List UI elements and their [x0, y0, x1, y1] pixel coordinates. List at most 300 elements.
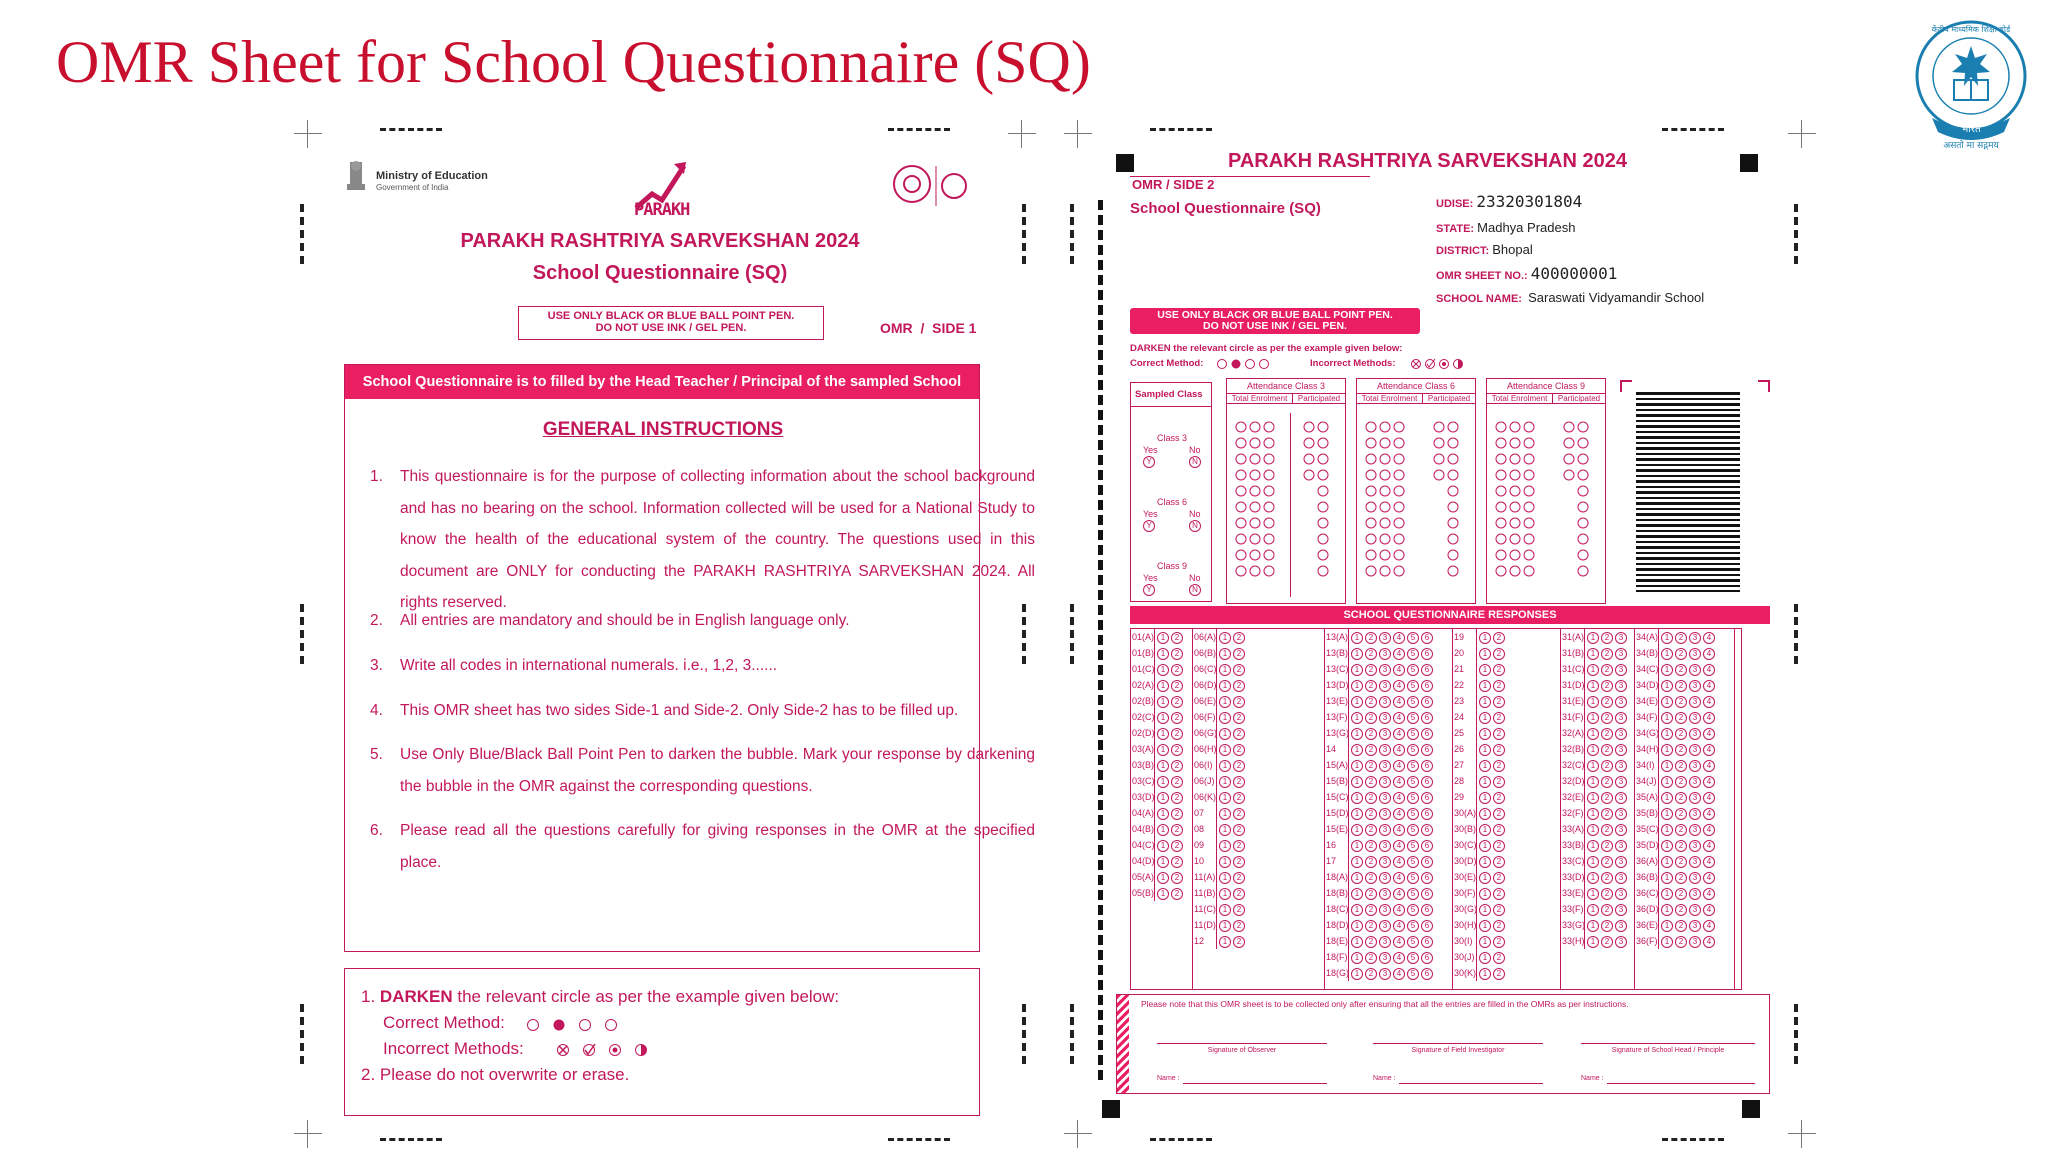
response-row[interactable] — [1561, 741, 1634, 757]
answer-bubble[interactable]: 6 — [1421, 680, 1433, 692]
answer-bubble[interactable]: 3 — [1615, 856, 1627, 868]
answer-bubble[interactable]: 3 — [1379, 744, 1391, 756]
answer-bubble[interactable]: 1 — [1479, 856, 1491, 868]
answer-bubble[interactable]: 2 — [1601, 856, 1613, 868]
answer-bubble[interactable]: 1 — [1479, 760, 1491, 772]
answer-bubble[interactable]: 1 — [1219, 632, 1231, 644]
answer-bubble[interactable]: 4 — [1393, 936, 1405, 948]
response-row[interactable] — [1131, 789, 1192, 805]
answer-bubble[interactable]: 3 — [1379, 808, 1391, 820]
answer-bubble[interactable]: 2 — [1365, 696, 1377, 708]
answer-bubble[interactable]: 3 — [1615, 776, 1627, 788]
response-row[interactable] — [1635, 709, 1734, 725]
answer-bubble[interactable]: 3 — [1379, 936, 1391, 948]
answer-bubble[interactable]: 1 — [1587, 680, 1599, 692]
answer-bubble[interactable]: 2 — [1493, 808, 1505, 820]
response-row[interactable] — [1453, 917, 1560, 933]
response-row[interactable] — [1635, 885, 1734, 901]
response-row[interactable] — [1325, 741, 1452, 757]
answer-bubble[interactable]: 2 — [1365, 840, 1377, 852]
answer-bubble[interactable]: 2 — [1233, 632, 1245, 644]
answer-bubble[interactable]: 4 — [1703, 632, 1715, 644]
answer-bubble[interactable]: 6 — [1421, 728, 1433, 740]
response-row[interactable] — [1193, 661, 1324, 677]
response-row[interactable] — [1561, 821, 1634, 837]
response-row[interactable] — [1635, 853, 1734, 869]
response-row[interactable] — [1325, 949, 1452, 965]
answer-bubble[interactable]: 4 — [1703, 888, 1715, 900]
answer-bubble[interactable]: 2 — [1171, 664, 1183, 676]
answer-bubble[interactable]: 1 — [1661, 744, 1673, 756]
response-row[interactable] — [1635, 917, 1734, 933]
answer-bubble[interactable]: 1 — [1351, 968, 1363, 980]
answer-bubble[interactable]: 6 — [1421, 776, 1433, 788]
answer-bubble[interactable]: 3 — [1615, 712, 1627, 724]
answer-bubble[interactable]: 1 — [1661, 920, 1673, 932]
answer-bubble[interactable]: 3 — [1615, 664, 1627, 676]
answer-bubble[interactable]: 1 — [1351, 648, 1363, 660]
answer-bubble[interactable]: 1 — [1157, 856, 1169, 868]
answer-bubble[interactable]: 1 — [1587, 760, 1599, 772]
answer-bubble[interactable]: 5 — [1407, 664, 1419, 676]
answer-bubble[interactable]: 2 — [1675, 936, 1687, 948]
answer-bubble[interactable]: 2 — [1233, 664, 1245, 676]
answer-bubble[interactable]: 3 — [1379, 920, 1391, 932]
response-row[interactable] — [1325, 789, 1452, 805]
answer-bubble[interactable]: 2 — [1601, 888, 1613, 900]
answer-bubble[interactable]: 2 — [1233, 936, 1245, 948]
participated-bubbles[interactable] — [1557, 413, 1603, 597]
answer-bubble[interactable]: 4 — [1703, 920, 1715, 932]
answer-bubble[interactable]: 3 — [1615, 680, 1627, 692]
answer-bubble[interactable]: 1 — [1351, 696, 1363, 708]
answer-bubble[interactable]: 1 — [1661, 840, 1673, 852]
answer-bubble[interactable]: 2 — [1493, 888, 1505, 900]
answer-bubble[interactable]: 1 — [1351, 680, 1363, 692]
answer-bubble[interactable]: 3 — [1615, 888, 1627, 900]
answer-bubble[interactable]: 1 — [1351, 760, 1363, 772]
response-row[interactable] — [1453, 789, 1560, 805]
answer-bubble[interactable]: 6 — [1421, 808, 1433, 820]
answer-bubble[interactable]: 6 — [1421, 840, 1433, 852]
answer-bubble[interactable]: 1 — [1219, 744, 1231, 756]
answer-bubble[interactable]: 2 — [1171, 744, 1183, 756]
answer-bubble[interactable]: 6 — [1421, 632, 1433, 644]
answer-bubble[interactable]: 1 — [1157, 632, 1169, 644]
response-row[interactable] — [1561, 645, 1634, 661]
answer-bubble[interactable]: 1 — [1479, 728, 1491, 740]
response-row[interactable] — [1561, 901, 1634, 917]
response-row[interactable] — [1193, 917, 1324, 933]
answer-bubble[interactable]: 1 — [1587, 664, 1599, 676]
response-row[interactable] — [1561, 757, 1634, 773]
answer-bubble[interactable]: 3 — [1689, 936, 1701, 948]
answer-bubble[interactable]: 2 — [1675, 856, 1687, 868]
answer-bubble[interactable]: 4 — [1393, 856, 1405, 868]
answer-bubble[interactable]: 2 — [1233, 648, 1245, 660]
answer-bubble[interactable]: 1 — [1661, 664, 1673, 676]
answer-bubble[interactable]: 1 — [1219, 648, 1231, 660]
answer-bubble[interactable]: 6 — [1421, 856, 1433, 868]
answer-bubble[interactable]: 2 — [1233, 856, 1245, 868]
response-row[interactable] — [1325, 661, 1452, 677]
answer-bubble[interactable]: 2 — [1233, 696, 1245, 708]
answer-bubble[interactable]: 3 — [1379, 856, 1391, 868]
answer-bubble[interactable]: 1 — [1587, 808, 1599, 820]
answer-bubble[interactable]: 5 — [1407, 952, 1419, 964]
answer-bubble[interactable]: 2 — [1601, 872, 1613, 884]
answer-bubble[interactable]: 2 — [1601, 696, 1613, 708]
answer-bubble[interactable]: 3 — [1689, 792, 1701, 804]
answer-bubble[interactable]: 1 — [1219, 872, 1231, 884]
answer-bubble[interactable]: 1 — [1587, 824, 1599, 836]
answer-bubble[interactable]: 1 — [1219, 776, 1231, 788]
answer-bubble[interactable]: 3 — [1379, 680, 1391, 692]
answer-bubble[interactable]: 4 — [1393, 968, 1405, 980]
answer-bubble[interactable]: 3 — [1615, 824, 1627, 836]
answer-bubble[interactable]: 1 — [1219, 728, 1231, 740]
answer-bubble[interactable]: 4 — [1393, 904, 1405, 916]
response-row[interactable] — [1325, 901, 1452, 917]
answer-bubble[interactable]: 1 — [1661, 936, 1673, 948]
answer-bubble[interactable]: 3 — [1615, 936, 1627, 948]
answer-bubble[interactable]: 2 — [1233, 888, 1245, 900]
answer-bubble[interactable]: 2 — [1233, 808, 1245, 820]
answer-bubble[interactable]: 2 — [1493, 952, 1505, 964]
answer-bubble[interactable]: 3 — [1689, 648, 1701, 660]
answer-bubble[interactable]: 1 — [1479, 792, 1491, 804]
response-row[interactable] — [1193, 693, 1324, 709]
response-row[interactable] — [1453, 805, 1560, 821]
answer-bubble[interactable]: 5 — [1407, 792, 1419, 804]
response-row[interactable] — [1561, 933, 1634, 949]
answer-bubble[interactable]: 2 — [1601, 664, 1613, 676]
answer-bubble[interactable]: 5 — [1407, 920, 1419, 932]
answer-bubble[interactable]: 4 — [1393, 712, 1405, 724]
answer-bubble[interactable]: 6 — [1421, 936, 1433, 948]
answer-bubble[interactable]: 1 — [1479, 904, 1491, 916]
answer-bubble[interactable]: 2 — [1601, 920, 1613, 932]
answer-bubble[interactable]: 1 — [1587, 840, 1599, 852]
answer-bubble[interactable]: 4 — [1393, 632, 1405, 644]
answer-bubble[interactable]: 3 — [1615, 648, 1627, 660]
answer-bubble[interactable]: 4 — [1393, 680, 1405, 692]
response-row[interactable] — [1453, 741, 1560, 757]
response-row[interactable] — [1325, 725, 1452, 741]
answer-bubble[interactable]: 1 — [1157, 792, 1169, 804]
answer-bubble[interactable]: 2 — [1365, 952, 1377, 964]
answer-bubble[interactable]: 1 — [1661, 696, 1673, 708]
no-bubble[interactable]: N — [1189, 520, 1203, 532]
answer-bubble[interactable]: 5 — [1407, 648, 1419, 660]
answer-bubble[interactable]: 1 — [1661, 712, 1673, 724]
answer-bubble[interactable]: 2 — [1675, 664, 1687, 676]
answer-bubble[interactable]: 2 — [1365, 664, 1377, 676]
answer-bubble[interactable]: 1 — [1157, 728, 1169, 740]
answer-bubble[interactable]: 2 — [1233, 680, 1245, 692]
response-row[interactable] — [1453, 677, 1560, 693]
answer-bubble[interactable]: 2 — [1365, 728, 1377, 740]
answer-bubble[interactable]: 1 — [1587, 728, 1599, 740]
answer-bubble[interactable]: 2 — [1365, 936, 1377, 948]
answer-bubble[interactable]: 6 — [1421, 968, 1433, 980]
answer-bubble[interactable]: 2 — [1675, 728, 1687, 740]
answer-bubble[interactable]: 3 — [1689, 696, 1701, 708]
answer-bubble[interactable]: 1 — [1351, 840, 1363, 852]
answer-bubble[interactable]: 2 — [1365, 872, 1377, 884]
answer-bubble[interactable]: 2 — [1601, 776, 1613, 788]
response-row[interactable] — [1325, 757, 1452, 773]
answer-bubble[interactable]: 5 — [1407, 696, 1419, 708]
answer-bubble[interactable]: 5 — [1407, 936, 1419, 948]
answer-bubble[interactable]: 3 — [1379, 776, 1391, 788]
answer-bubble[interactable]: 4 — [1703, 824, 1715, 836]
answer-bubble[interactable]: 2 — [1493, 776, 1505, 788]
response-row[interactable] — [1131, 661, 1192, 677]
answer-bubble[interactable]: 1 — [1219, 792, 1231, 804]
answer-bubble[interactable]: 2 — [1171, 712, 1183, 724]
response-row[interactable] — [1131, 869, 1192, 885]
answer-bubble[interactable]: 1 — [1219, 856, 1231, 868]
answer-bubble[interactable]: 1 — [1219, 920, 1231, 932]
response-row[interactable] — [1453, 933, 1560, 949]
answer-bubble[interactable]: 4 — [1393, 952, 1405, 964]
answer-bubble[interactable]: 1 — [1587, 856, 1599, 868]
answer-bubble[interactable]: 6 — [1421, 760, 1433, 772]
answer-bubble[interactable]: 1 — [1157, 760, 1169, 772]
answer-bubble[interactable]: 2 — [1493, 792, 1505, 804]
response-row[interactable] — [1193, 789, 1324, 805]
answer-bubble[interactable]: 2 — [1675, 904, 1687, 916]
answer-bubble[interactable]: 4 — [1393, 792, 1405, 804]
answer-bubble[interactable]: 1 — [1157, 648, 1169, 660]
answer-bubble[interactable]: 3 — [1379, 712, 1391, 724]
response-row[interactable] — [1453, 645, 1560, 661]
answer-bubble[interactable]: 2 — [1601, 792, 1613, 804]
answer-bubble[interactable]: 1 — [1587, 776, 1599, 788]
answer-bubble[interactable]: 3 — [1689, 760, 1701, 772]
answer-bubble[interactable]: 4 — [1703, 696, 1715, 708]
answer-bubble[interactable]: 2 — [1365, 776, 1377, 788]
answer-bubble[interactable]: 1 — [1351, 712, 1363, 724]
answer-bubble[interactable]: 2 — [1171, 808, 1183, 820]
answer-bubble[interactable]: 1 — [1661, 888, 1673, 900]
answer-bubble[interactable]: 2 — [1493, 856, 1505, 868]
response-row[interactable] — [1453, 773, 1560, 789]
answer-bubble[interactable]: 3 — [1615, 808, 1627, 820]
answer-bubble[interactable]: 1 — [1479, 648, 1491, 660]
answer-bubble[interactable]: 1 — [1157, 696, 1169, 708]
answer-bubble[interactable]: 2 — [1493, 728, 1505, 740]
answer-bubble[interactable]: 2 — [1365, 648, 1377, 660]
answer-bubble[interactable]: 3 — [1689, 664, 1701, 676]
answer-bubble[interactable]: 3 — [1615, 728, 1627, 740]
answer-bubble[interactable]: 1 — [1661, 776, 1673, 788]
response-row[interactable] — [1635, 677, 1734, 693]
response-row[interactable] — [1131, 725, 1192, 741]
answer-bubble[interactable]: 3 — [1379, 824, 1391, 836]
response-row[interactable] — [1561, 661, 1634, 677]
response-row[interactable] — [1325, 933, 1452, 949]
answer-bubble[interactable]: 2 — [1675, 744, 1687, 756]
response-row[interactable] — [1131, 837, 1192, 853]
answer-bubble[interactable]: 2 — [1233, 872, 1245, 884]
answer-bubble[interactable]: 1 — [1219, 824, 1231, 836]
answer-bubble[interactable]: 5 — [1407, 632, 1419, 644]
answer-bubble[interactable]: 4 — [1393, 840, 1405, 852]
answer-bubble[interactable]: 4 — [1393, 744, 1405, 756]
answer-bubble[interactable]: 3 — [1615, 632, 1627, 644]
answer-bubble[interactable]: 1 — [1157, 808, 1169, 820]
answer-bubble[interactable]: 3 — [1689, 712, 1701, 724]
answer-bubble[interactable]: 6 — [1421, 696, 1433, 708]
answer-bubble[interactable]: 1 — [1351, 744, 1363, 756]
response-row[interactable] — [1325, 853, 1452, 869]
answer-bubble[interactable]: 3 — [1379, 632, 1391, 644]
answer-bubble[interactable]: 4 — [1703, 792, 1715, 804]
response-row[interactable] — [1131, 773, 1192, 789]
answer-bubble[interactable]: 1 — [1157, 664, 1169, 676]
response-row[interactable] — [1453, 965, 1560, 981]
answer-bubble[interactable]: 6 — [1421, 792, 1433, 804]
answer-bubble[interactable]: 5 — [1407, 680, 1419, 692]
answer-bubble[interactable]: 1 — [1351, 952, 1363, 964]
answer-bubble[interactable]: 2 — [1365, 920, 1377, 932]
response-row[interactable] — [1635, 629, 1734, 645]
response-row[interactable] — [1193, 933, 1324, 949]
answer-bubble[interactable]: 1 — [1479, 952, 1491, 964]
response-row[interactable] — [1325, 629, 1452, 645]
answer-bubble[interactable]: 1 — [1351, 808, 1363, 820]
answer-bubble[interactable]: 1 — [1587, 712, 1599, 724]
answer-bubble[interactable]: 2 — [1493, 824, 1505, 836]
answer-bubble[interactable]: 2 — [1233, 760, 1245, 772]
response-row[interactable] — [1325, 645, 1452, 661]
response-row[interactable] — [1561, 773, 1634, 789]
answer-bubble[interactable]: 2 — [1675, 808, 1687, 820]
response-row[interactable] — [1193, 821, 1324, 837]
response-row[interactable] — [1453, 661, 1560, 677]
answer-bubble[interactable]: 1 — [1219, 840, 1231, 852]
answer-bubble[interactable]: 2 — [1493, 664, 1505, 676]
answer-bubble[interactable]: 2 — [1601, 760, 1613, 772]
response-row[interactable] — [1131, 709, 1192, 725]
answer-bubble[interactable]: 2 — [1171, 840, 1183, 852]
answer-bubble[interactable]: 4 — [1703, 648, 1715, 660]
answer-bubble[interactable]: 3 — [1615, 840, 1627, 852]
answer-bubble[interactable]: 4 — [1703, 664, 1715, 676]
answer-bubble[interactable]: 4 — [1703, 840, 1715, 852]
answer-bubble[interactable]: 1 — [1479, 744, 1491, 756]
response-row[interactable] — [1325, 917, 1452, 933]
response-row[interactable] — [1193, 677, 1324, 693]
answer-bubble[interactable]: 1 — [1479, 920, 1491, 932]
answer-bubble[interactable]: 2 — [1365, 904, 1377, 916]
response-row[interactable] — [1325, 821, 1452, 837]
response-row[interactable] — [1131, 629, 1192, 645]
answer-bubble[interactable]: 2 — [1171, 680, 1183, 692]
answer-bubble[interactable]: 1 — [1351, 904, 1363, 916]
answer-bubble[interactable]: 1 — [1661, 808, 1673, 820]
answer-bubble[interactable]: 2 — [1171, 776, 1183, 788]
answer-bubble[interactable]: 1 — [1351, 920, 1363, 932]
response-row[interactable] — [1131, 805, 1192, 821]
answer-bubble[interactable]: 3 — [1615, 792, 1627, 804]
answer-bubble[interactable]: 5 — [1407, 824, 1419, 836]
answer-bubble[interactable]: 2 — [1493, 712, 1505, 724]
participated-bubbles[interactable] — [1427, 413, 1473, 597]
answer-bubble[interactable]: 4 — [1393, 760, 1405, 772]
answer-bubble[interactable]: 1 — [1479, 664, 1491, 676]
answer-bubble[interactable]: 2 — [1365, 856, 1377, 868]
response-row[interactable] — [1193, 869, 1324, 885]
response-row[interactable] — [1453, 837, 1560, 853]
answer-bubble[interactable]: 2 — [1233, 728, 1245, 740]
answer-bubble[interactable]: 5 — [1407, 776, 1419, 788]
response-row[interactable] — [1131, 853, 1192, 869]
answer-bubble[interactable]: 2 — [1493, 760, 1505, 772]
answer-bubble[interactable]: 1 — [1479, 872, 1491, 884]
response-row[interactable] — [1131, 645, 1192, 661]
answer-bubble[interactable]: 3 — [1379, 840, 1391, 852]
response-row[interactable] — [1453, 949, 1560, 965]
answer-bubble[interactable]: 3 — [1689, 904, 1701, 916]
response-row[interactable] — [1193, 757, 1324, 773]
answer-bubble[interactable]: 4 — [1703, 680, 1715, 692]
answer-bubble[interactable]: 2 — [1493, 744, 1505, 756]
answer-bubble[interactable]: 1 — [1587, 936, 1599, 948]
response-row[interactable] — [1325, 773, 1452, 789]
answer-bubble[interactable]: 2 — [1233, 920, 1245, 932]
answer-bubble[interactable]: 2 — [1365, 824, 1377, 836]
answer-bubble[interactable]: 3 — [1689, 824, 1701, 836]
answer-bubble[interactable]: 4 — [1393, 824, 1405, 836]
response-row[interactable] — [1131, 693, 1192, 709]
answer-bubble[interactable]: 2 — [1675, 792, 1687, 804]
response-row[interactable] — [1131, 821, 1192, 837]
answer-bubble[interactable]: 1 — [1479, 968, 1491, 980]
answer-bubble[interactable]: 3 — [1689, 744, 1701, 756]
response-row[interactable] — [1193, 837, 1324, 853]
answer-bubble[interactable]: 1 — [1351, 632, 1363, 644]
response-row[interactable] — [1635, 805, 1734, 821]
answer-bubble[interactable]: 1 — [1219, 680, 1231, 692]
answer-bubble[interactable]: 2 — [1675, 712, 1687, 724]
response-row[interactable] — [1325, 693, 1452, 709]
response-row[interactable] — [1193, 645, 1324, 661]
answer-bubble[interactable]: 6 — [1421, 824, 1433, 836]
answer-bubble[interactable]: 2 — [1675, 696, 1687, 708]
answer-bubble[interactable]: 2 — [1601, 840, 1613, 852]
answer-bubble[interactable]: 2 — [1171, 760, 1183, 772]
answer-bubble[interactable]: 5 — [1407, 904, 1419, 916]
response-row[interactable] — [1193, 805, 1324, 821]
answer-bubble[interactable]: 3 — [1615, 904, 1627, 916]
answer-bubble[interactable]: 5 — [1407, 888, 1419, 900]
answer-bubble[interactable]: 1 — [1661, 648, 1673, 660]
answer-bubble[interactable]: 2 — [1675, 840, 1687, 852]
answer-bubble[interactable]: 1 — [1587, 744, 1599, 756]
response-row[interactable] — [1561, 629, 1634, 645]
answer-bubble[interactable]: 2 — [1675, 680, 1687, 692]
answer-bubble[interactable]: 2 — [1493, 936, 1505, 948]
answer-bubble[interactable]: 2 — [1675, 776, 1687, 788]
answer-bubble[interactable]: 3 — [1689, 728, 1701, 740]
response-row[interactable] — [1561, 677, 1634, 693]
answer-bubble[interactable]: 3 — [1615, 920, 1627, 932]
answer-bubble[interactable]: 5 — [1407, 712, 1419, 724]
no-bubble[interactable]: N — [1189, 584, 1203, 596]
